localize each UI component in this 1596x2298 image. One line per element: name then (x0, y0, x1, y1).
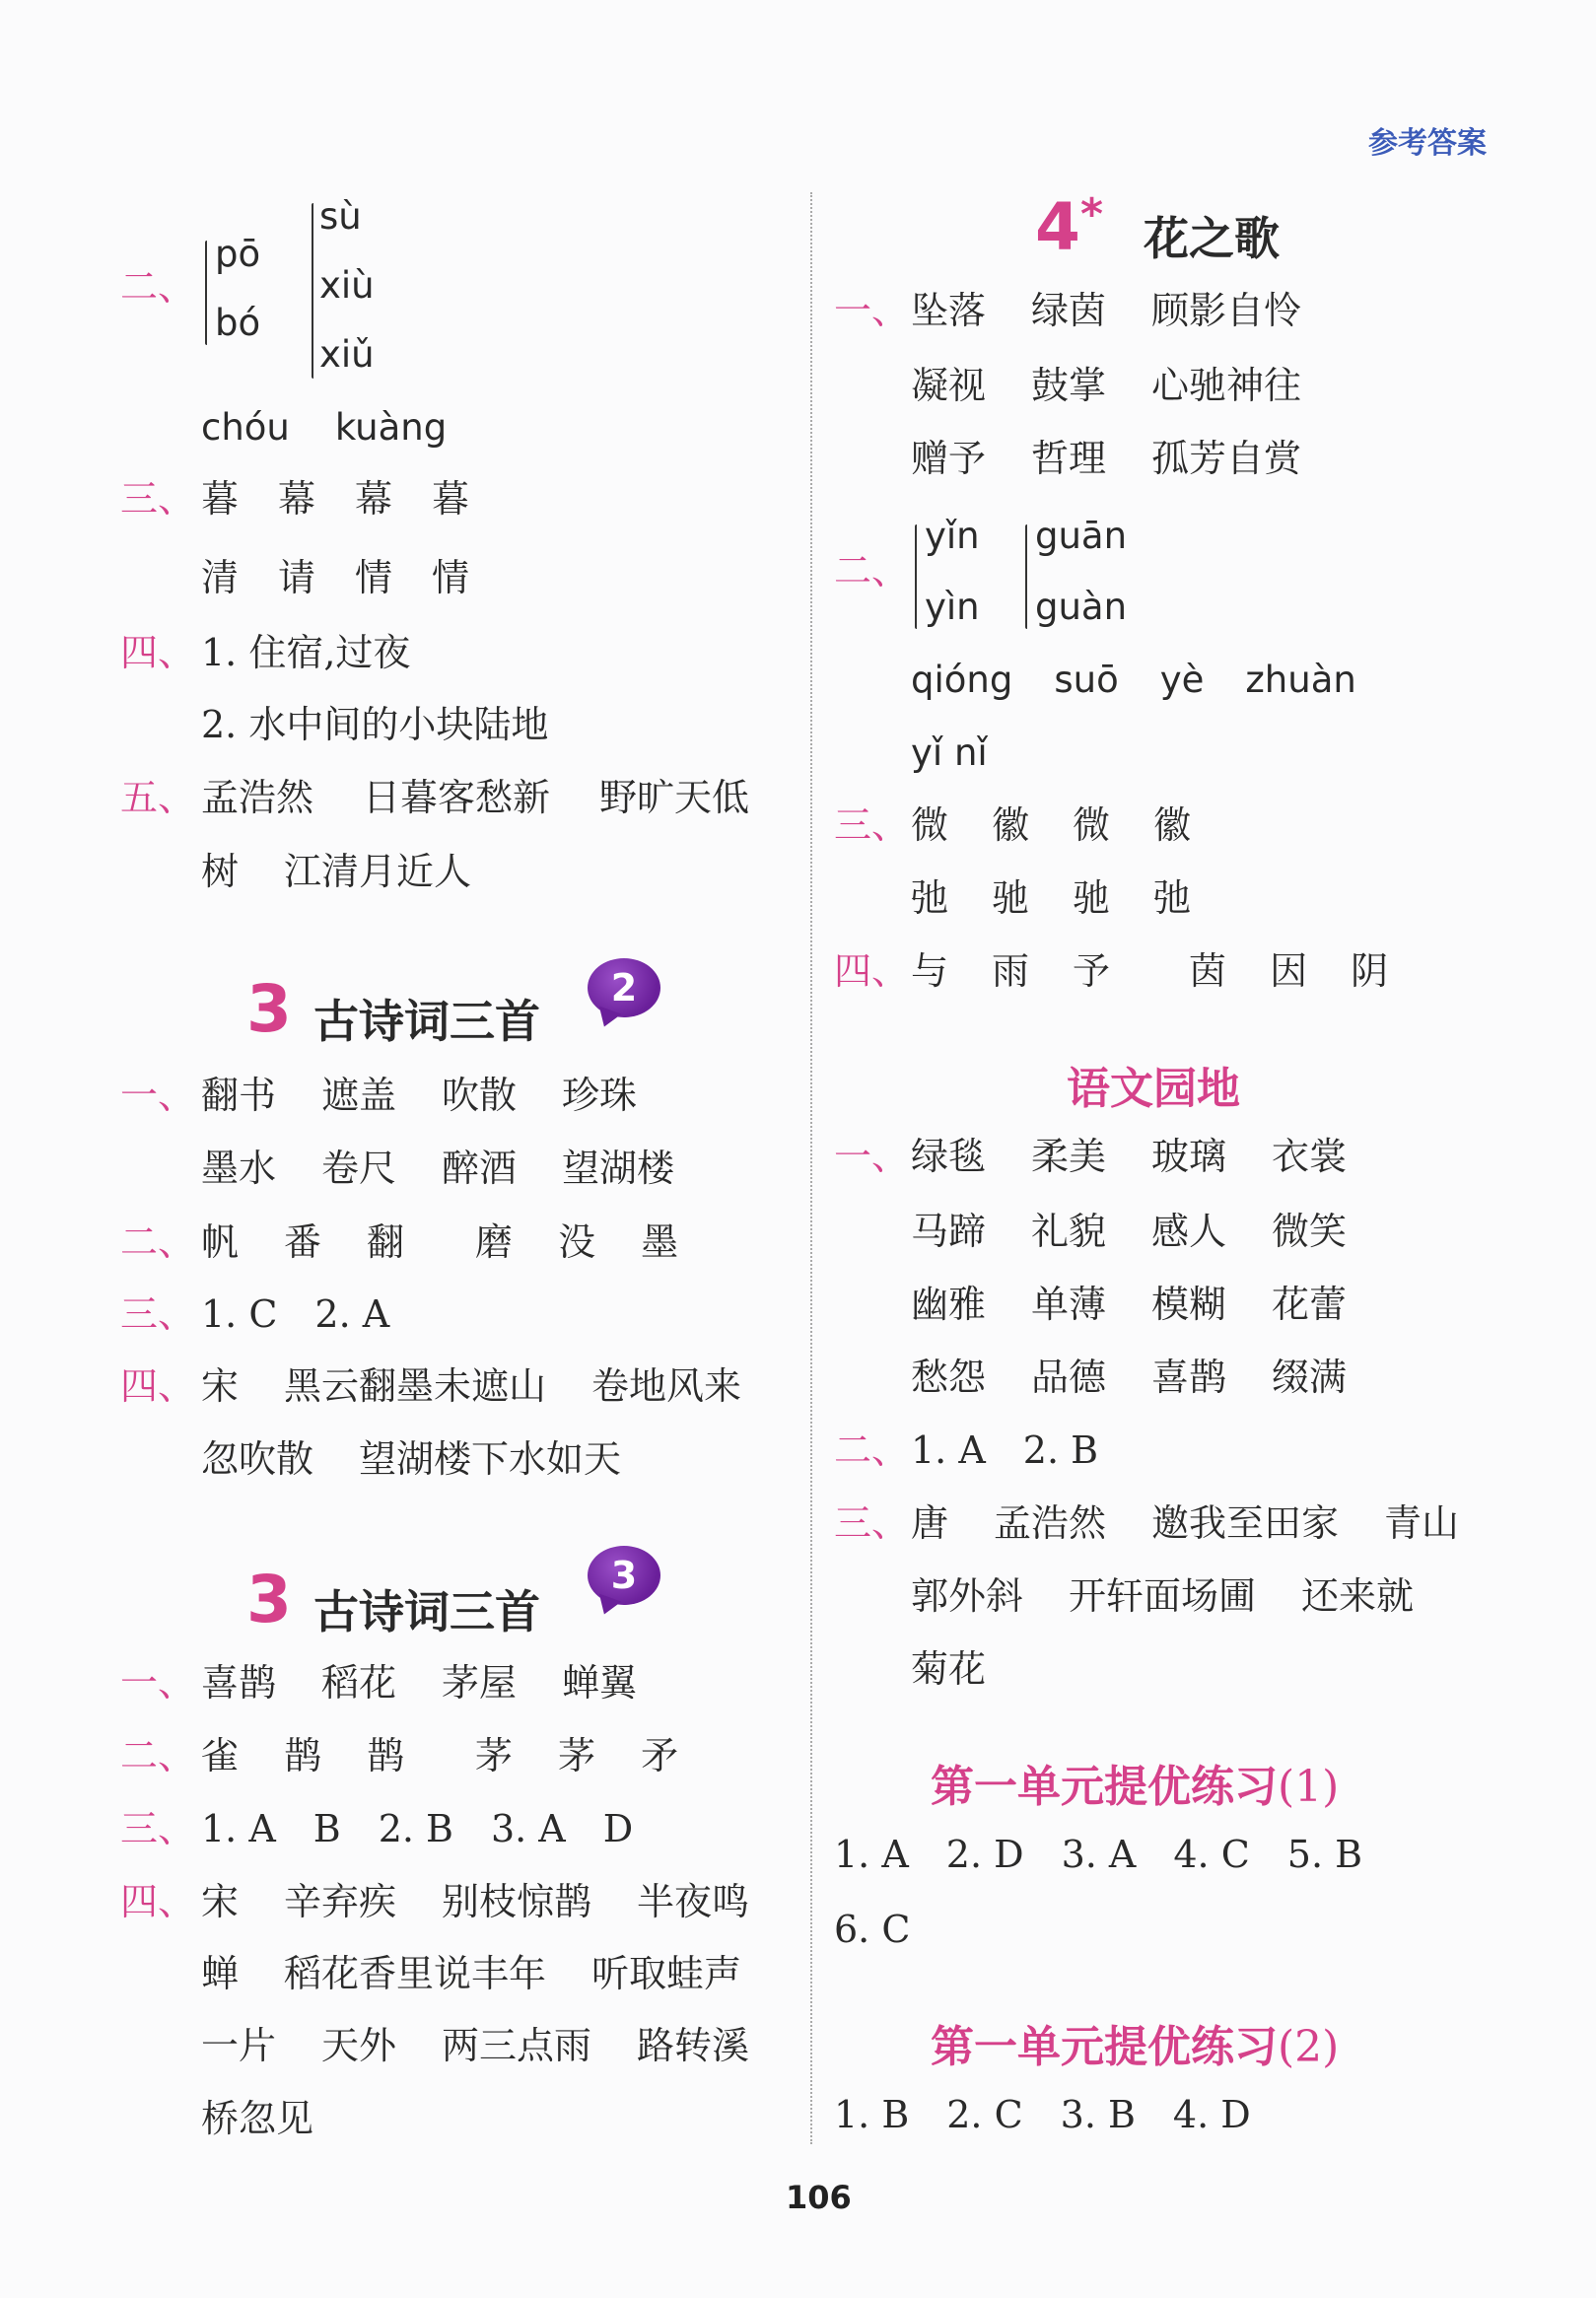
pinyin-po: pō (215, 233, 261, 275)
section-number: 3 (246, 1562, 292, 1637)
marker-er: 二、 (834, 549, 910, 592)
marker-yi: 一、 (834, 1135, 910, 1178)
answer-row: 赠予 哲理 孤芳自赏 (911, 437, 1302, 480)
marker-san: 三、 (120, 477, 196, 521)
answer-row: 弛 驰 驰 弛 (911, 876, 1192, 920)
star-mark: * (1079, 189, 1103, 240)
section-title: 古诗词三首 (313, 1585, 540, 1638)
answer-row: 1. A 2. D 3. A 4. C 5. B (834, 1833, 1363, 1876)
page-number: 106 (786, 2179, 852, 2216)
marker-san: 三、 (834, 1501, 910, 1545)
marker-san: 三、 (834, 803, 910, 847)
marker-er: 二、 (120, 1734, 196, 1777)
section-title: 古诗词三首 (313, 995, 540, 1048)
marker-si: 四、 (834, 949, 910, 993)
answer-row: 宋 黑云翻墨未遮山 卷地风来 (201, 1364, 742, 1408)
section-number: 4* (1035, 189, 1103, 265)
pinyin-yin4: yìn (925, 586, 980, 628)
answer-row: 桥忽见 (201, 2097, 314, 2140)
answer-row: 1. C 2. A (201, 1292, 390, 1336)
brace-right (1025, 524, 1027, 629)
answer-row: 郭外斜 开轩面场圃 还来就 (911, 1574, 1415, 1618)
answer-row: 愁怨 品德 喜鹊 缀满 (911, 1356, 1348, 1399)
lesson-badge: 3 (588, 1546, 660, 1605)
pinyin-line (201, 406, 447, 449)
answer-row: 1. A B 2. B 3. A D (201, 1807, 634, 1850)
answer-row: 忽吹散 望湖楼下水如天 (201, 1437, 622, 1481)
answer-row: 暮 幕 幕 暮 (201, 477, 470, 521)
brace-right (312, 203, 313, 379)
marker-yi: 一、 (834, 289, 910, 332)
marker-si: 四、 (120, 631, 196, 674)
answer-row: 幽雅 单薄 模糊 花蕾 (911, 1283, 1348, 1326)
answer-row: 微 徽 微 徽 (911, 803, 1192, 847)
answer-row: 1. B 2. C 3. B 4. D (834, 2093, 1251, 2136)
pinyin-xiu3: xiǔ (319, 333, 375, 376)
brace-left (915, 524, 917, 629)
marker-yi: 一、 (120, 1074, 196, 1117)
answer-row: 一片 天外 两三点雨 路转溪 (201, 2024, 750, 2067)
answer-row: 雀 鹊 鹊 茅 茅 矛 (201, 1734, 679, 1777)
answer-row: 翻书 遮盖 吹散 珍珠 (201, 1074, 638, 1117)
pinyin-bo: bó (215, 302, 261, 344)
answer-row: 清 请 情 情 (201, 556, 470, 599)
section-title: 花之歌 (1144, 212, 1280, 265)
marker-er: 二、 (834, 1428, 910, 1472)
column-divider (810, 192, 812, 2144)
pinyin-chou: chóu (201, 406, 290, 449)
answer-row: 马蹄 礼貌 感人 微笑 (911, 1210, 1348, 1253)
answer-row: 帆 番 翻 磨 没 墨 (201, 1220, 679, 1264)
marker-si: 四、 (120, 1364, 196, 1408)
answer-row: 坠落 绿茵 顾影自怜 (911, 289, 1302, 332)
answer-row: 凝视 鼓掌 心驰神往 (911, 364, 1302, 407)
lesson-badge: 2 (588, 958, 660, 1017)
pinyin-su: sù (319, 195, 362, 238)
answer-row: 唐 孟浩然 邀我至田家 青山 (911, 1501, 1460, 1545)
pinyin-line: qióng suō yè zhuàn (911, 659, 1356, 701)
pinyin-line: yǐ nǐ (911, 731, 988, 774)
answer-row: 蝉 稻花香里说丰年 听取蛙声 (201, 1952, 742, 1995)
section-number: 3 (246, 971, 292, 1047)
answer-row: 孟浩然 日暮客愁新 野旷天低 (201, 776, 750, 819)
marker-san: 三、 (120, 1807, 196, 1850)
marker-san: 三、 (120, 1292, 196, 1336)
answer-row: 宋 辛弃疾 别枝惊鹊 半夜鸣 (201, 1880, 750, 1923)
marker-er: 二、 (120, 1220, 196, 1264)
pinyin-yin3: yǐn (925, 515, 980, 557)
answer-row: 2. 水中间的小块陆地 (201, 703, 549, 746)
answer-row: 6. C (834, 1908, 911, 1951)
section-title: 语文园地 (1067, 1064, 1240, 1114)
answer-row: 墨水 卷尺 醉酒 望湖楼 (201, 1147, 675, 1190)
answer-row: 1. 住宿,过夜 (201, 631, 411, 674)
answer-row: 1. A 2. B (911, 1428, 1099, 1472)
answer-row: 菊花 (911, 1647, 987, 1691)
pinyin-xiu4: xiù (319, 264, 375, 307)
page-header-title: 参考答案 (1368, 126, 1487, 161)
marker-si: 四、 (120, 1880, 196, 1923)
answer-row: 与 雨 予 茵 因 阴 (911, 949, 1389, 993)
answer-row: 树 江清月近人 (201, 850, 472, 893)
brace-left (205, 241, 207, 345)
answer-row: 喜鹊 稻花 茅屋 蝉翼 (201, 1661, 638, 1705)
pinyin-guan1: guān (1035, 515, 1128, 557)
section-title: 第一单元提优练习(1) (931, 1762, 1340, 1812)
marker-wu: 五、 (120, 776, 196, 819)
marker-er: 二、 (120, 265, 196, 309)
answer-row: 绿毯 柔美 玻璃 衣裳 (911, 1135, 1348, 1178)
pinyin-guan4: guàn (1035, 586, 1128, 628)
marker-yi: 一、 (120, 1661, 196, 1705)
section-title: 第一单元提优练习(2) (931, 2022, 1340, 2072)
pinyin-kuang: kuàng (334, 406, 448, 449)
